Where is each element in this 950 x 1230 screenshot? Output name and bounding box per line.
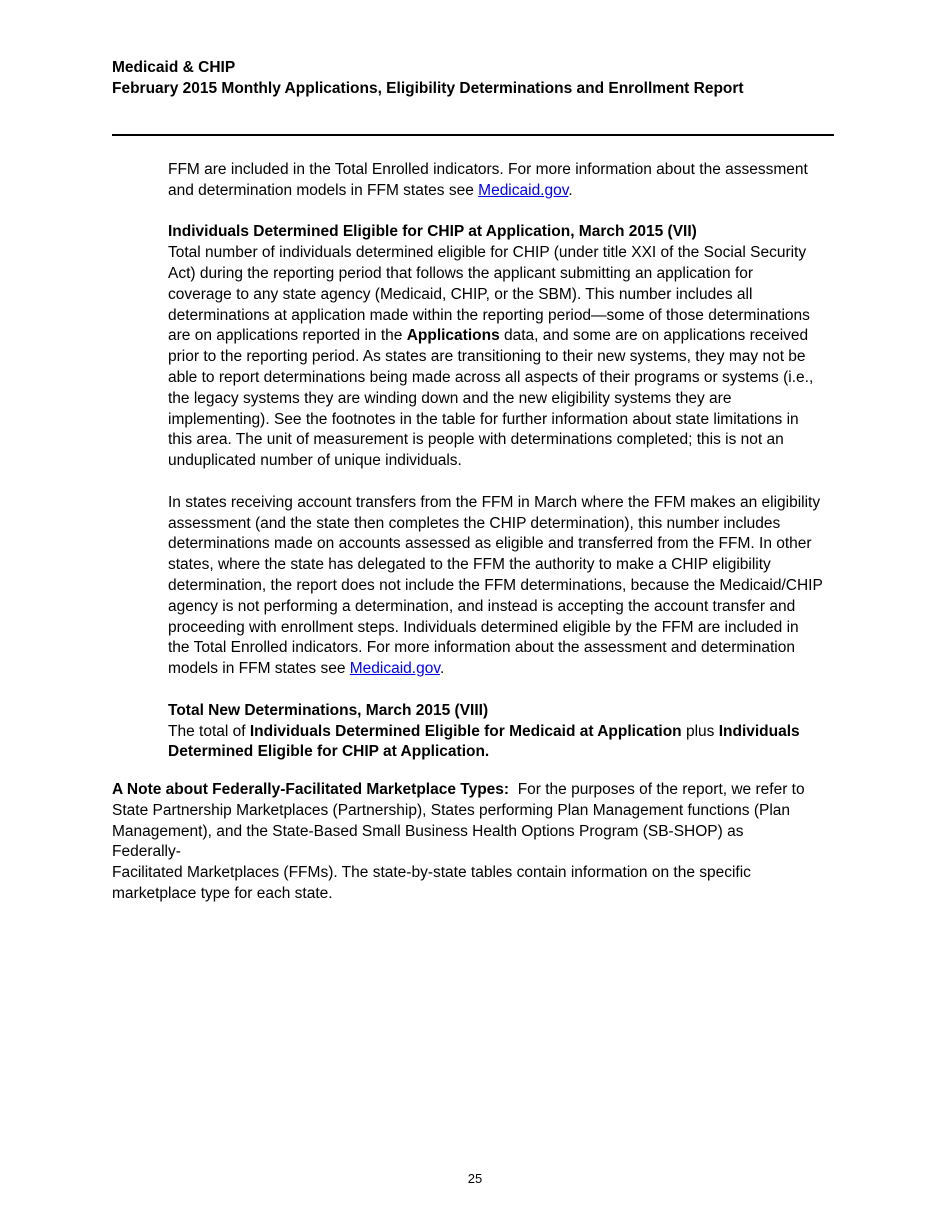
note-line: State Partnership Marketplaces (Partnership), States performing Plan Management functions (Plan (112, 801, 791, 819)
paragraph-line: determinations made on accounts assessed as eligible and transferred from the FFM. In other (168, 535, 812, 553)
header-title: Medicaid & CHIP (112, 59, 236, 76)
paragraph-line: determinations at application made within the reporting period—some of those determinations (168, 306, 810, 324)
main-content (168, 160, 848, 763)
medicaid-gov-link[interactable]: Medicaid.gov (349, 660, 440, 678)
individuals-bold: Individuals (718, 722, 800, 740)
paragraph-line: determination, the report does not include the FFM determinations, because the Medicaid/CHIP (168, 576, 823, 594)
paragraph-line: states, where the state has delegated to the FFM the authority to make a CHIP eligibility (168, 556, 771, 574)
paragraph-line: Total number of individuals determined eligible for CHIP (under title XXI of the Social Security (168, 244, 807, 262)
paragraph-line: the legacy systems they are winding down and the new eligibility systems they are (168, 389, 732, 407)
section-viii-heading-text: Total New Determinations, March 2015 (VIII) (168, 701, 489, 719)
paragraph-line: the Total Enrolled indicators. For more information about the assessment and determination (168, 639, 795, 657)
paragraph-line: unduplicated number of unique individuals. (168, 452, 462, 470)
section-vii-heading (168, 222, 848, 243)
chip-eligible-bold: Determined Eligible for CHIP at Application. (168, 743, 490, 761)
report-header (112, 57, 744, 99)
paragraph-line: data, and some are on applications received (499, 327, 809, 345)
note-line: For the purposes of the report, we refer to (509, 781, 805, 798)
section-viii-paragraph (168, 722, 848, 764)
paragraph-line: are on applications reported in the (168, 327, 407, 345)
section-vii-paragraph-2 (168, 493, 848, 680)
paragraph-line: models in FFM states see (168, 660, 350, 678)
medicaid-gov-link[interactable]: Medicaid.gov (478, 181, 569, 199)
paragraph-line: implementing). See the footnotes in the table for further information about state limitations in (168, 410, 799, 428)
paragraph-line: In states receiving account transfers from the FFM in March where the FFM makes an eligibility (168, 493, 821, 511)
section-vii-paragraph-1 (168, 243, 848, 472)
header-divider (112, 134, 834, 136)
paragraph-line: assessment (and the state then completes the CHIP determination), this number includes (168, 514, 781, 532)
section-vii-heading-text: Individuals Determined Eligible for CHIP at Application, March 2015 (VII) (168, 223, 697, 241)
paragraph-line: agency is not performing a determination, and instead is accepting the account transfer and (168, 597, 796, 615)
page-number: 25 (467, 1171, 483, 1186)
paragraph-line: Act) during the reporting period that follows the applicant submitting an application for (168, 264, 754, 282)
marketplace-types-note (112, 780, 812, 905)
paragraph-punctuation: . (439, 660, 445, 678)
section-viii-heading (168, 701, 848, 722)
note-line: marketplace type for each state. (112, 884, 333, 902)
paragraph-line: The total of (168, 722, 250, 740)
paragraph-line: able to report determinations being made across all aspects of their programs or systems (i.e., (168, 368, 814, 386)
note-line: Facilitated Marketplaces (FFMs). The state-by-state tables contain information on the specific (112, 864, 751, 882)
paragraph-line: proceeding with enrollment steps. Individuals determined eligible by the FFM are included in (168, 618, 799, 636)
paragraph-line: this area. The unit of measurement is people with determinations completed; this is not an (168, 431, 784, 449)
intro-paragraph (168, 160, 848, 202)
header-subtitle: February 2015 Monthly Applications, Eligibility Determinations and Enrollment Report (112, 80, 744, 97)
note-title: A Note about Federally-Facilitated Marketplace Types: (112, 781, 510, 798)
note-line: Management), and the State-Based Small Business Health Options Program (SB-SHOP) as Federally- (112, 822, 744, 861)
intro-line: FFM are included in the Total Enrolled indicators. For more information about the assessment (168, 161, 808, 178)
paragraph-line: plus (681, 722, 719, 740)
paragraph-line: coverage to any state agency (Medicaid, CHIP, or the SBM). This number includes all (168, 285, 753, 303)
paragraph-line: prior to the reporting period. As states are transitioning to their new systems, they may not be (168, 348, 806, 366)
intro-line: and determination models in FFM states see (168, 181, 479, 199)
intro-punctuation: . (568, 181, 573, 199)
applications-bold: Applications (406, 327, 500, 345)
medicaid-eligible-bold: Individuals Determined Eligible for Medicaid at Application (249, 722, 682, 740)
